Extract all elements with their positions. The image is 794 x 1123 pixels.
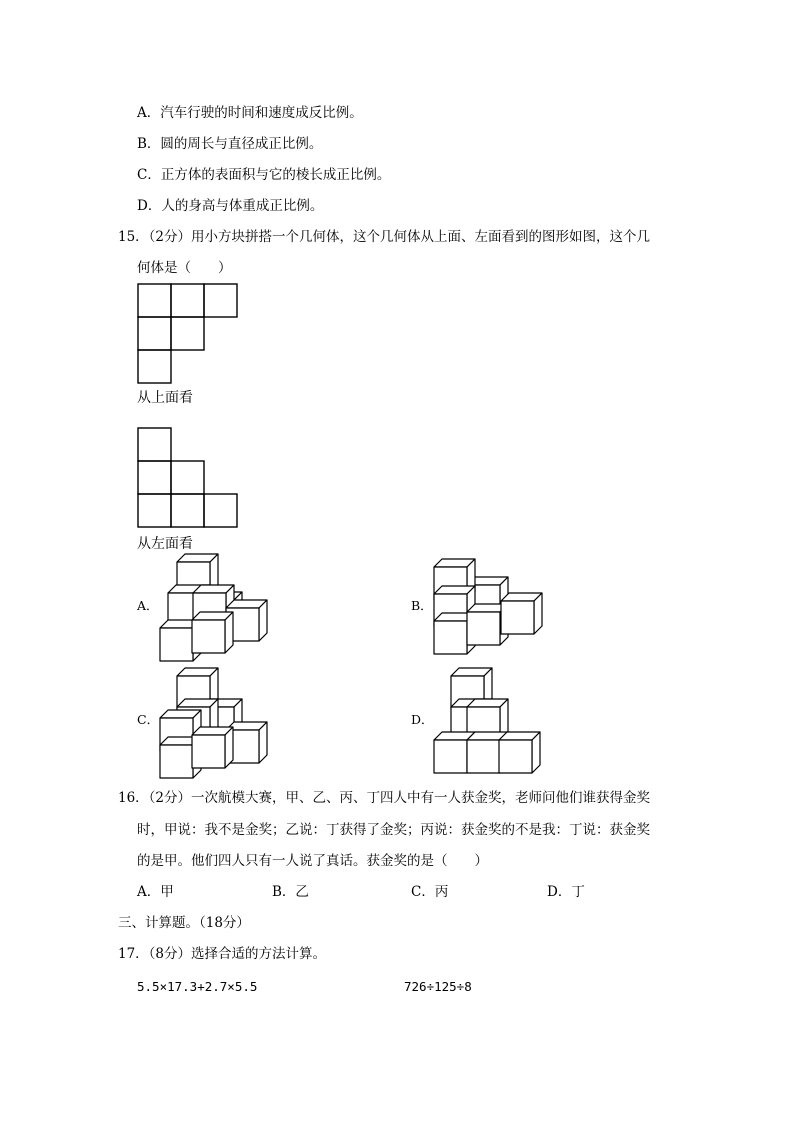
section-3-heading: 三、计算题。（18分） [118,915,250,931]
q16-stem-line1: 16．（2分）一次航模大赛，甲、乙、丙、丁四人中有一人获金奖，老师问他们谁获得金奖 [118,790,651,806]
q17-expression-1: 5.5×17.3+2.7×5.5 [137,979,258,994]
top-view-caption: 从上面看 [137,390,193,406]
q16-choice-b: B．乙 [272,884,309,900]
q15-option-b-label: B． [411,598,433,613]
q15-option-d-label: D． [411,712,434,727]
q16-choice-a: A．甲 [137,884,174,900]
unit-cube [192,727,233,768]
unit-cube [192,612,233,653]
q16-choice-d: D．丁 [547,884,585,900]
q15-option-c-label: C． [137,712,160,727]
q15-stem-line2: 何体是（ ） [137,260,232,276]
q14-option-b: B．圆的周长与直径成正比例。 [137,136,323,152]
q17-stem: 17．（8分）选择合适的方法计算。 [118,946,327,962]
q17-expression-2: 726÷125÷8 [404,979,472,994]
top-view-grid [137,283,247,388]
q16-choice-c: C．丙 [411,884,449,900]
left-view-caption: 从左面看 [137,536,193,552]
unit-cube [501,593,542,634]
q15-stem-line1: 15．（2分）用小方块拼搭一个几何体，这个几何体从上面、左面看到的图形如图，这个几 [118,229,651,245]
q14-option-d: D．人的身高与体重成正比例。 [137,198,324,214]
option-b-cube-figure [429,557,559,667]
unit-cube [499,732,540,773]
option-d-cube-figure [429,662,559,777]
q15-option-a-label: A． [137,598,159,613]
left-view-grid [137,427,247,532]
option-c-cube-figure [155,662,285,777]
q14-option-c: C．正方体的表面积与它的棱长成正比例。 [137,167,391,183]
q16-stem-line2: 时，甲说：我不是金奖；乙说：丁获得了金奖；丙说：获金奖的不是我：丁说：获金奖 [137,822,650,838]
q14-option-a: A．汽车行驶的时间和速度成反比例。 [137,105,363,121]
option-a-cube-figure [155,550,285,660]
q16-stem-line3: 的是甲。他们四人只有一人说了真话。获金奖的是（ ） [137,853,488,869]
